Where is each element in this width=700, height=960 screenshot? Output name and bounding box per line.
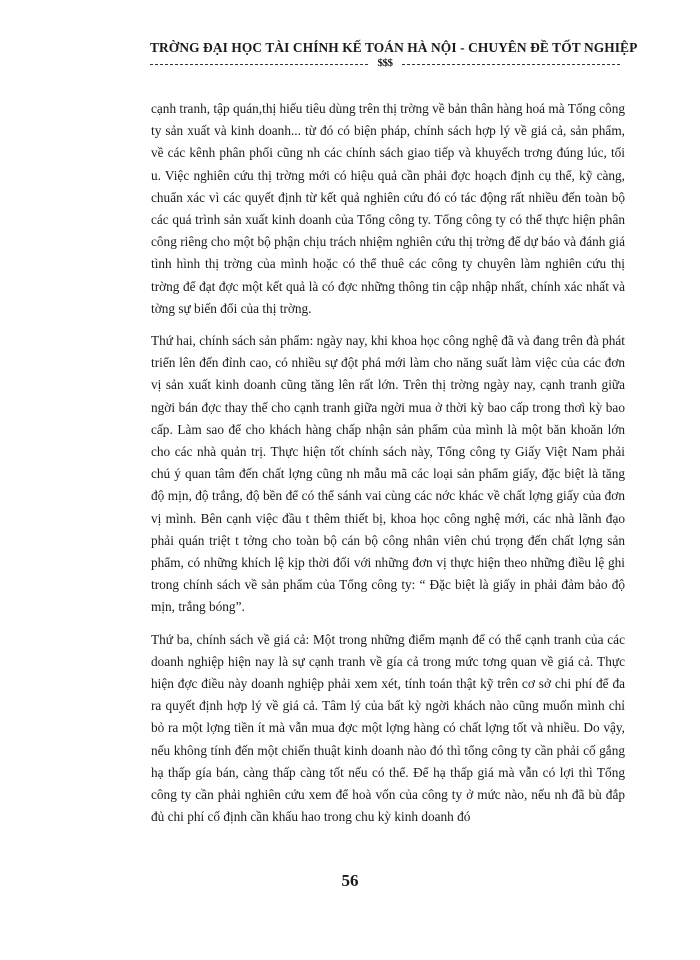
divider-dash-right (402, 64, 620, 65)
page-header (150, 40, 638, 71)
paragraph-product-policy: Thứ hai, chính sách sản phẩm: ngày nay, khi khoa học công nghệ đã và đang trên đà phát triển lên đến đỉnh cao, có nhiều sự đột phá mới làm cho năng suất làm việc của các đơn vị sản xuất kinh doanh cũng tăng lên rất lớn. Trên thị trờng ngày nay, cạnh tranh giữa ngời bán đợc thay thế cho cạnh tranh giữa ngời mua ở thời kỳ bao cấp trong thơì kỳ bao cấp. Làm sao để cho khách hàng chấp nhận sản phẩm của mình là một băn khoăn lớn cho các nhà quản trị. Thực hiện tốt chính sách này, Tổng công ty Giấy Việt Nam phải chú ý quan tâm đến chất lợng cũng nh mẫu mã các loại sản phẩm giấy, đặc biệt là tăng độ mịn, độ trắng, độ bền để có thể sánh vai cùng các nớc khác về chất lợng giấy của đơn vị mình. Bên cạnh việc đầu t thêm thiết bị, khoa học công nghệ mới, các nhà lãnh đạo phải quán triệt t tởng cho toàn bộ cán bộ công nhân viên chú trọng đến chất lợng sản phẩm, có những khích lệ kịp thời đối với những đơn vị thực hiện theo những điều lệ ghi trong chính sách về sản phẩm của Tổng công ty: “ Đặc biệt là giấy in phải đảm bảo độ mịn, trắng bóng”. (151, 333, 625, 615)
header-divider (150, 59, 620, 71)
paragraph-market-research: cạnh tranh, tập quán,thị hiếu tiêu dùng trên thị trờng về bản thân hàng hoá mà Tổng công ty sản xuất và kinh doanh... từ đó có biện pháp, chính sách hợp lý về giá cả, sản phẩm, về các kênh phân phối cũng nh các chính sách giao tiếp và khuyếch trơng đúng lúc, tối u. Việc nghiên cứu thị trờng mới có hiệu quả cần phải đợc hoạch định cụ thể, kỹ càng, chuẩn xác vì các quyết định từ kết quả nghiên cứu đó có tác động rất nhiều đến toàn bộ các quá trình sản xuất kinh doanh của Tổng công ty. Tổng công ty có thể thực hiện phân công riêng cho một bộ phận chịu trách nhiệm nghiên cứu thị trờng để dự báo và đánh giá tình hình thị trờng của mình hoặc có thể thuê các công ty chuyên làm nghiên cứu thị trờng để đạt đợc một kết quả là có đợc những thông tin cập nhập nhất, chính xác nhất và tờng sự biến đổi của thị trờng. (151, 101, 625, 316)
page-number: 56 (341, 871, 359, 890)
header-title: TRỜNG ĐẠI HỌC TÀI CHÍNH KẾ TOÁN HÀ NỘI - CHUYÊN ĐỀ TỐT NGHIỆP (150, 40, 638, 55)
body-text (151, 98, 625, 839)
divider-mark: $$$ (377, 57, 393, 69)
paragraph-price-policy: Thứ ba, chính sách về giá cả: Một trong những điểm mạnh để có thể cạnh tranh của các doanh nghiệp hiện nay là sự cạnh tranh về gía cả trong mức tơng quan về giá cả. Thực hiện đợc điều này doanh nghiệp phải xem xét, tính toán thật kỹ trên cơ sở chi phí để đa ra quyết định hợp lý về giá cả. Tâm lý của bất kỳ ngời khách nào cũng muốn mình chỉ bỏ ra một lợng tiền ít mà vẫn mua đợc một lợng hàng có chất lợng tốt và nhiều. Do vậy, nếu không tính đến một chiến thuật kinh doanh nào đó thì tổng công ty cần phải cố gắng hạ thấp gía bán, càng thấp càng tốt nếu có thể. Để hạ thấp giá mà vẫn có lợi thì Tổng công ty cần phải nghiên cứu xem để hoà vốn của công ty ở mức nào, nếu nh đã bù đắp đủ chi phí cố định cần khấu hao trong chu kỳ kinh doanh đó (151, 631, 625, 825)
divider-dash-left (150, 64, 368, 65)
